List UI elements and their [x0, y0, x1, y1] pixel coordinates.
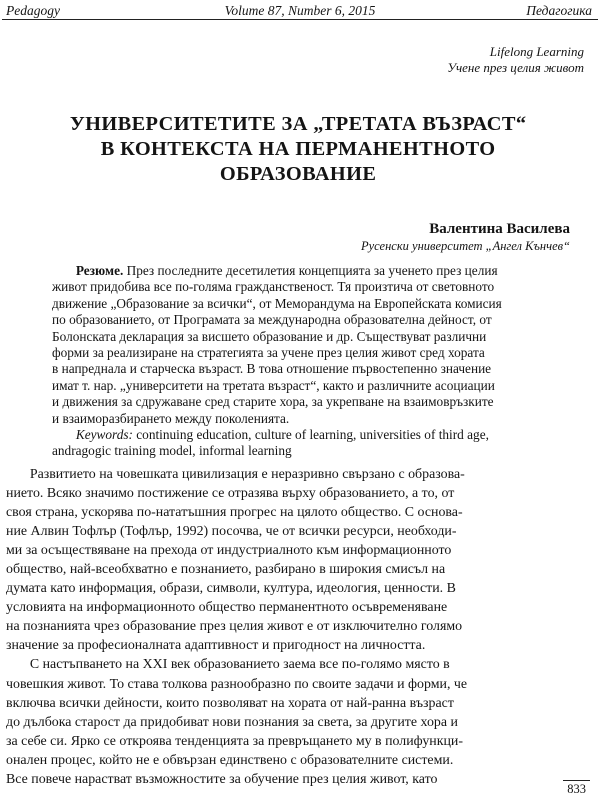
title-line: УНИВЕРСИТЕТИТЕ ЗА „ТРЕТАТА ВЪЗРАСТ“ [69, 113, 527, 135]
body-line: за себе си. Ярко се откроява тенденцията за превръщането му в полифункци- [6, 733, 463, 749]
abstract-line: движение „Образование за всички“, от Меморандума на Европейската комисия [52, 295, 502, 311]
keywords-label: Keywords: [75, 427, 133, 443]
body-line: нието. Всяко значимо постижение се отразява върху образованието, а то, от [6, 486, 455, 502]
body-line: общество, най-всеобхватно е познанието, разбирано в широкия смисъл на [6, 562, 446, 578]
title-line: ОБРАЗОВАНИЕ [219, 163, 377, 185]
title-line: В КОНТЕКСТА НА ПЕРМАНЕНТНОТО [100, 138, 496, 160]
body-line: на познанията чрез образование през целия живот е от изключително голямо [6, 619, 463, 635]
running-head-journal-en: Pedagogy [6, 3, 60, 18]
keywords-line: andragogic training model, informal learning [52, 443, 292, 459]
author-block [361, 220, 570, 254]
author-name: Валентина Василева [429, 221, 570, 237]
body-line: ми за осъществяване на прехода от индустриалното към информационното [6, 543, 452, 559]
body-line: включва всички дейности, които позволяват на хората от най-ранна възраст [6, 695, 454, 711]
section-label-bg: Учене през целия живот [447, 60, 584, 75]
abstract [52, 263, 598, 460]
section-label-en: Lifelong Learning [489, 44, 584, 59]
author-affiliation: Русенски университет „Ангел Кънчев“ [360, 239, 570, 253]
body-line: условията на информационното общество перманентното осъвременяване [6, 600, 448, 616]
abstract-line [52, 263, 594, 279]
header-rule [2, 19, 598, 20]
keywords-line [52, 427, 594, 443]
body-text [6, 465, 600, 789]
abstract-line: живот придобива все по-голяма гражданственост. Тя произтича от световното [52, 279, 495, 295]
body-line: значение за професионалната адаптивност и пригодност на личността. [6, 638, 426, 654]
abstract-line: по образованието, от Програмата за международна образователна дейност, от [52, 312, 492, 328]
keywords-text: continuing education, culture of learning, universities of third age, [132, 427, 489, 443]
abstract-text: През последните десетилетия концепцията за ученето през целия [123, 263, 498, 278]
body-line: думата като информация, образи, символи, култура, идеология, ценности. В [6, 581, 456, 597]
article-title [30, 112, 570, 187]
body-line: Развитието на човешката цивилизация е неразривно свързано с образова- [29, 467, 465, 482]
abstract-line: и взаиморазбирането между поколенията. [52, 410, 290, 426]
running-head-volume: Volume 87, Number 6, 2015 [224, 3, 376, 18]
body-line: до дълбока старост да придобиват нови познания за света, за другите хора и [6, 714, 458, 730]
abstract-line: Болонската декларация за висшето образование и др. Съществуват различни [52, 328, 487, 344]
body-line: С настъпването на XXI век образованието заема все по-голямо място в [29, 657, 450, 673]
body-line: ние Алвин Тофлър (Тофлър, 1992) посочва, че от всички ресурси, необходи- [6, 524, 457, 540]
body-line: своя страна, ускорява по-нататъшния прогрес на цялото общество. С основа- [6, 505, 463, 521]
abstract-label: Резюме. [75, 263, 124, 278]
section-label [447, 44, 584, 76]
page-number: 833 [563, 780, 590, 797]
body-line: Все повече нарастват възможностите за обучение през целия живот, като [6, 771, 438, 787]
abstract-line: и движения за сдружаване сред старите хора, за укрепване на взаимовръзките [52, 394, 494, 410]
body-line: човешкия живот. То става толкова разнообразно по своите задачи и форми, че [6, 676, 468, 692]
abstract-line: имат т. нар. „университети на третата възраст“, както и различните асоциации [52, 377, 495, 393]
body-line: онален процес, който не е обвързан единствено с образователните системи. [6, 752, 454, 768]
abstract-line: в напреднала и старческа възраст. В това отношение първостепенно значение [52, 361, 492, 377]
running-head-journal-bg: Педагогика [526, 3, 592, 18]
abstract-line: форми за реализиране на стратегията за учене през целия живот сред хората [52, 345, 485, 361]
